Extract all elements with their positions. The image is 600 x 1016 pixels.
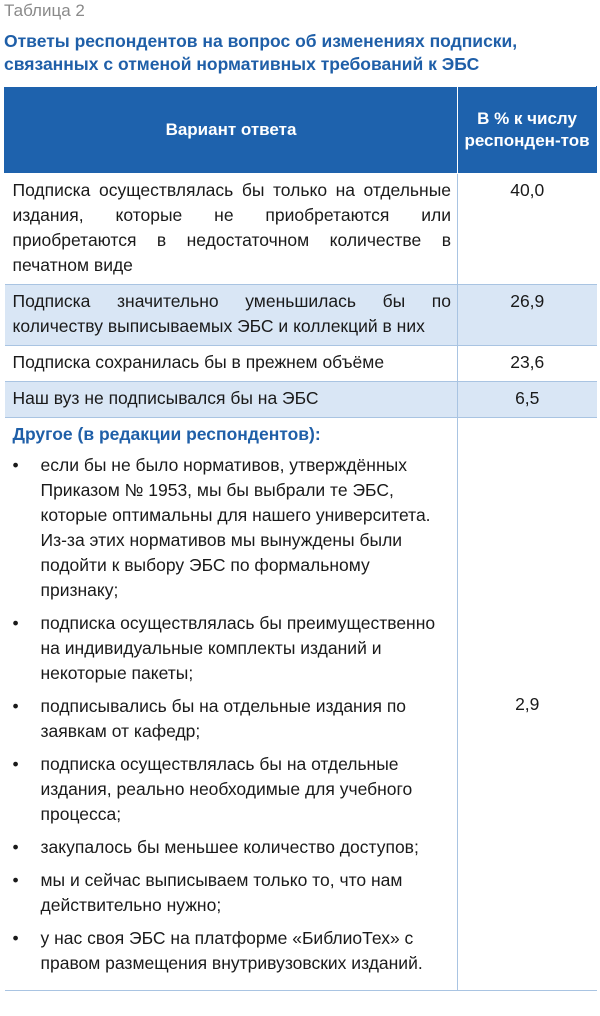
header-percent: В % к числу респонден-тов bbox=[458, 87, 597, 174]
table-row bbox=[5, 346, 597, 382]
list-item-text: у нас своя ЭБС на платформе «БиблиоТех» с правом размещения внутривузовских изданий. bbox=[40, 928, 423, 973]
list-item bbox=[13, 453, 452, 603]
list-item bbox=[13, 752, 452, 827]
list-item-text: подписывались бы на отдельные издания по заявкам от кафедр; bbox=[40, 696, 407, 741]
bullet-icon: • bbox=[12, 613, 19, 633]
list-item bbox=[13, 868, 452, 918]
row-answer-text: Подписка значительно уменьшилась бы по количеству выписываемых ЭБС и коллекций в них bbox=[5, 285, 458, 346]
header-answer-option: Вариант ответа bbox=[5, 87, 458, 174]
bullet-icon: • bbox=[12, 870, 19, 890]
table-title: Ответы респондентов на вопрос об изменениях подписки, связанных с отменой нормативных требований к ЭБС bbox=[4, 31, 518, 74]
list-item bbox=[13, 694, 452, 744]
list-item bbox=[13, 611, 452, 686]
bullet-icon: • bbox=[12, 455, 19, 475]
table-row-other bbox=[5, 418, 597, 991]
other-answers-list bbox=[13, 453, 452, 976]
list-item-text: закупалось бы меньшее количество доступов; bbox=[40, 837, 419, 857]
row-answer-text: Наш вуз не подписывался бы на ЭБС bbox=[5, 382, 458, 418]
list-item bbox=[13, 835, 452, 860]
table-row bbox=[5, 382, 597, 418]
row-percent-value: 23,6 bbox=[458, 346, 597, 382]
list-item-text: подписка осуществлялась бы на отдельные издания, реально необходимые для учебного процесса; bbox=[40, 754, 413, 824]
list-item-text: мы и сейчас выписываем только то, что нам действительно нужно; bbox=[40, 870, 403, 915]
list-item-text: подписка осуществлялась бы преимущественно на индивидуальные комплекты изданий и некоторые пакеты; bbox=[40, 613, 436, 683]
other-percent-value: 2,9 bbox=[458, 418, 597, 991]
bullet-icon: • bbox=[12, 754, 19, 774]
row-percent-value: 26,9 bbox=[458, 285, 597, 346]
list-item-text: если бы не было нормативов, утверждённых Приказом № 1953, мы бы выбрали те ЭБС, которые оптимальны для нашего университета. Из-за этих нормативов мы вынуждены были подойти к выбору ЭБС по формальному признаку; bbox=[40, 455, 431, 600]
table-row bbox=[5, 174, 597, 285]
row-answer-text: Подписка осуществлялась бы только на отдельные издания, которые не приобретаются или приобретаются в недостаточном количестве в печатном виде bbox=[5, 174, 458, 285]
row-answer-text: Подписка сохранилась бы в прежнем объёме bbox=[5, 346, 458, 382]
other-heading: Другое (в редакции респондентов): bbox=[12, 424, 321, 444]
row-percent-value: 6,5 bbox=[458, 382, 597, 418]
bullet-icon: • bbox=[12, 696, 19, 716]
row-percent-value: 40,0 bbox=[458, 174, 597, 285]
table-header-row bbox=[5, 87, 597, 174]
table-row bbox=[5, 285, 597, 346]
survey-table bbox=[4, 86, 597, 991]
table-label: Таблица 2 bbox=[4, 1, 85, 20]
bullet-icon: • bbox=[12, 837, 19, 857]
other-answers-cell bbox=[5, 418, 458, 991]
list-item bbox=[13, 926, 452, 976]
bullet-icon: • bbox=[12, 928, 19, 948]
